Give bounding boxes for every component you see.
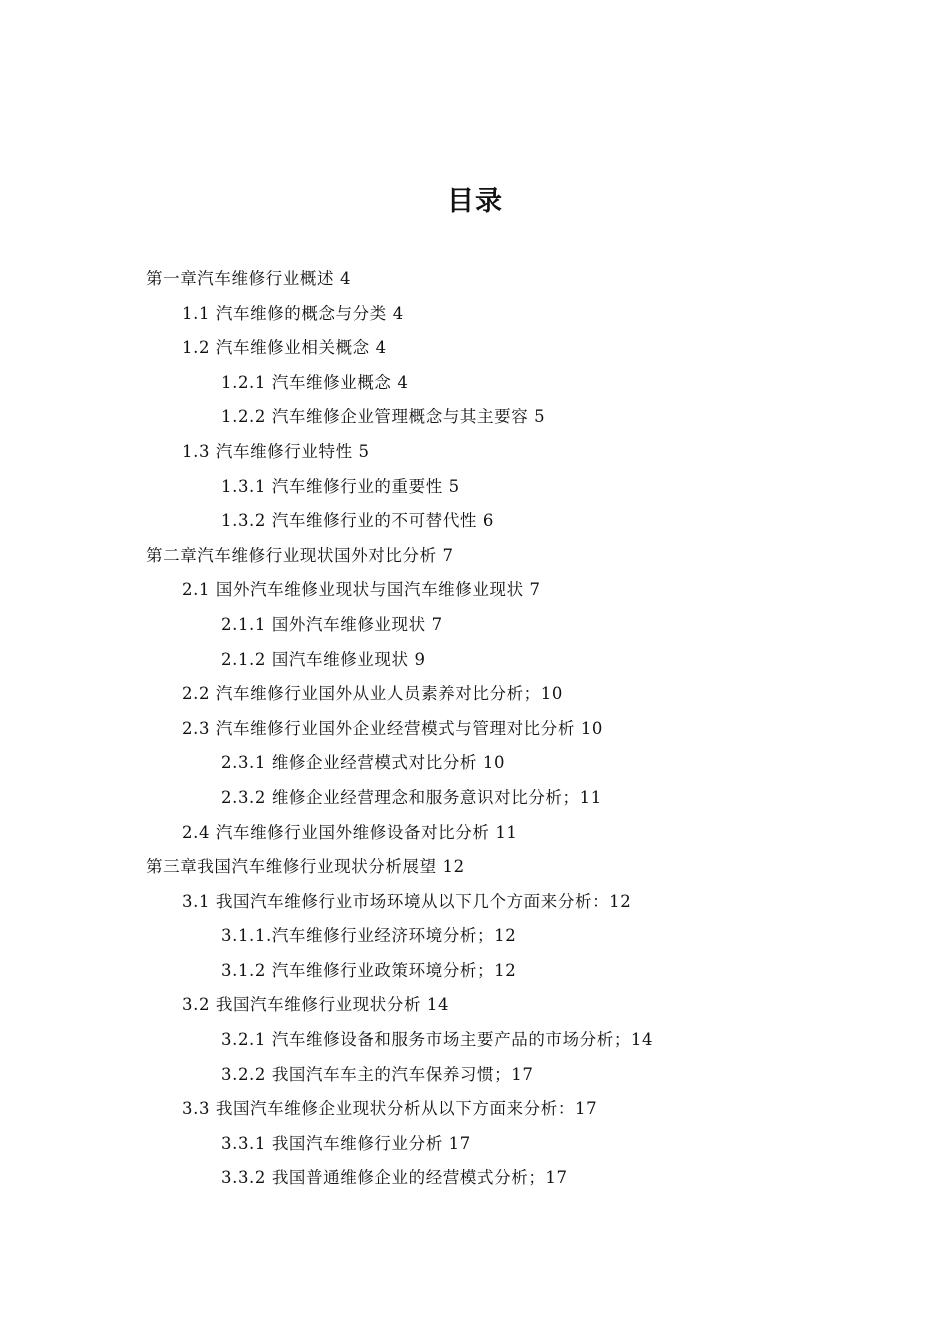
toc-entry-level-3[interactable]: 3.3.1 我国汽车维修行业分析 17 xyxy=(221,1133,471,1153)
toc-entry-level-2[interactable]: 2.4 汽车维修行业国外维修设备对比分析 11 xyxy=(182,822,518,842)
toc-entry-level-3[interactable]: 3.2.2 我国汽车车主的汽车保养习惯；17 xyxy=(221,1064,534,1084)
toc-entry-level-3[interactable]: 1.2.1 汽车维修业概念 4 xyxy=(221,372,409,392)
toc-entry-level-3[interactable]: 1.3.1 汽车维修行业的重要性 5 xyxy=(221,476,460,496)
toc-entry-level-2[interactable]: 2.1 国外汽车维修业现状与国汽车维修业现状 7 xyxy=(182,580,541,600)
toc-entry-level-3[interactable]: 1.3.2 汽车维修行业的不可替代性 6 xyxy=(221,511,494,531)
toc-entry-level-3[interactable]: 3.2.1 汽车维修设备和服务市场主要产品的市场分析；14 xyxy=(221,1030,654,1050)
toc-entry-level-2[interactable]: 2.2 汽车维修行业国外从业人员素养对比分析；10 xyxy=(182,684,563,704)
toc-entry-level-1[interactable]: 第一章汽车维修行业概述 4 xyxy=(146,269,352,288)
toc-entry-level-2[interactable]: 1.3 汽车维修行业特性 5 xyxy=(182,441,370,461)
toc-entry-level-3[interactable]: 2.3.2 维修企业经营理念和服务意识对比分析；11 xyxy=(221,787,602,807)
toc-entry-level-3[interactable]: 2.3.1 维修企业经营模式对比分析 10 xyxy=(221,753,506,773)
toc-entry-level-3[interactable]: 1.2.2 汽车维修企业管理概念与其主要容 5 xyxy=(221,407,546,427)
toc-entry-level-1[interactable]: 第二章汽车维修行业现状国外对比分析 7 xyxy=(146,545,454,565)
table-of-contents xyxy=(0,262,950,1196)
toc-entry-level-2[interactable]: 1.2 汽车维修业相关概念 4 xyxy=(182,338,387,358)
toc-entry-level-2[interactable]: 3.3 我国汽车维修企业现状分析从以下方面来分析：17 xyxy=(182,1099,598,1119)
toc-entry-level-3[interactable]: 2.1.2 国汽车维修业现状 9 xyxy=(221,649,426,669)
toc-entry-level-2[interactable]: 3.2 我国汽车维修行业现状分析 14 xyxy=(182,995,450,1015)
toc-entry-level-2[interactable]: 3.1 我国汽车维修行业市场环境从以下几个方面来分析：12 xyxy=(182,891,632,911)
toc-entry-level-3[interactable]: 3.1.2 汽车维修行业政策环境分析；12 xyxy=(221,960,517,980)
toc-entry-level-2[interactable]: 2.3 汽车维修行业国外企业经营模式与管理对比分析 10 xyxy=(182,718,604,738)
toc-entry-level-1[interactable]: 第三章我国汽车维修行业现状分析展望 12 xyxy=(146,857,465,877)
toc-entry-level-3[interactable]: 3.3.2 我国普通维修企业的经营模式分析；17 xyxy=(221,1168,568,1188)
toc-entry-level-2[interactable]: 1.1 汽车维修的概念与分类 4 xyxy=(182,303,404,323)
toc-entry-level-3[interactable]: 3.1.1.汽车维修行业经济环境分析；12 xyxy=(221,926,517,946)
page-title: 目录 xyxy=(447,186,503,217)
toc-entry-level-3[interactable]: 2.1.1 国外汽车维修业现状 7 xyxy=(221,614,443,634)
